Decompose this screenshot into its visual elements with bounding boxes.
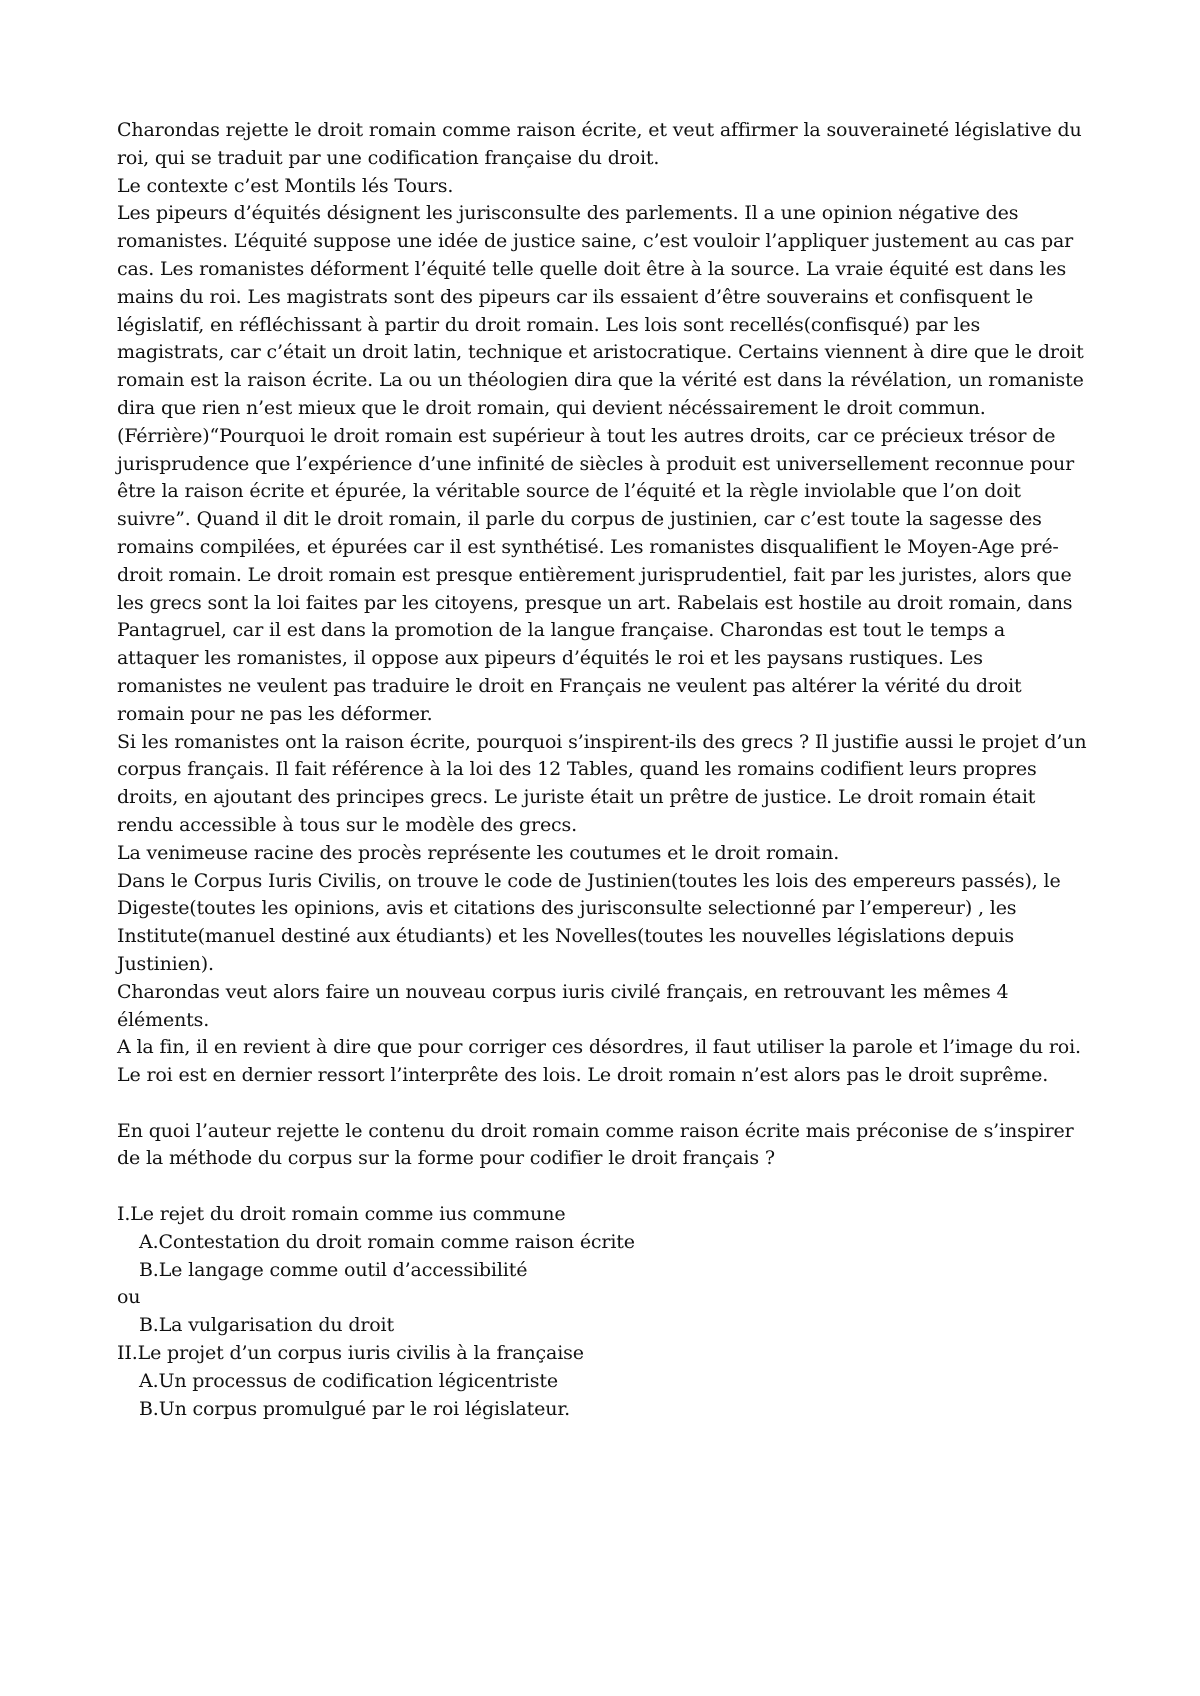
- plan-or-label: ou: [117, 1286, 141, 1309]
- blank-line: [117, 1090, 1092, 1118]
- paragraph-racine: La venimeuse racine des procès représente les coutumes et le droit romain.: [117, 841, 840, 864]
- paragraph-intro: Charondas rejette le droit romain comme raison écrite, et veut affirmer la souveraineté législative du roi, qui se traduit par une codification française du droit.: [117, 119, 1088, 169]
- plan-part-2: II.Le projet d’un corpus iuris civilis à la française: [117, 1342, 584, 1365]
- paragraph-conclusion: A la fin, il en revient à dire que pour corriger ces désordres, il faut utiliser la parole et l’image du roi. Le roi est en dernier ressort l’interprête des lois. Le droit romain n’est alors pas le droit suprême.: [117, 1036, 1087, 1087]
- paragraph-corpus: Dans le Corpus Iuris Civilis, on trouve le code de Justinien(toutes les lois des empereurs passés), le Digeste(toutes les opinions, avis et citations des jurisconsulte selectionné par l’empereur) , les Institute(manuel destiné aux étudiants) et les Novelles(toutes les nouvelles législations depuis Justinien).: [117, 869, 1067, 975]
- plan-part-1-a: A.Contestation du droit romain comme raison écrite: [139, 1230, 635, 1253]
- plan-part-2-a: A.Un processus de codification légicentriste: [139, 1369, 558, 1392]
- document-body: [117, 117, 1092, 1423]
- plan-part-1-b-alt: B.La vulgarisation du droit: [139, 1314, 394, 1337]
- paragraph-context: Le contexte c’est Montils lés Tours.: [117, 174, 454, 197]
- paragraph-grecs: Si les romanistes ont la raison écrite, pourquoi s’inspirent-ils des grecs ? Il justifie aussi le projet d’un corpus français. Il fait référence à la loi des 12 Tables, quand les romains codifient leurs propres droits, en ajoutant des principes grecs. Le juriste était un prêtre de justice. Le droit romain était rendu accessible à tous sur le modèle des grecs.: [117, 730, 1093, 836]
- blank-line: [117, 1173, 1092, 1201]
- problematique: En quoi l’auteur rejette le contenu du droit romain comme raison écrite mais préconise de s’inspirer de la méthode du corpus sur la forme pour codifier le droit français ?: [117, 1119, 1080, 1170]
- paragraph-nouveau-corpus: Charondas veut alors faire un nouveau corpus iuris civilé français, en retrouvant les mêmes 4 éléments.: [117, 980, 1015, 1031]
- plan-part-1: I.Le rejet du droit romain comme ius commune: [117, 1203, 566, 1226]
- paragraph-pipeurs: Les pipeurs d’équités désignent les jurisconsulte des parlements. Il a une opinion négative des romanistes. L’équité suppose une idée de justice saine, c’est vouloir l’appliquer justement au cas par cas. Les romanistes déforment l’équité telle quelle doit être à la source. La vraie équité est dans les mains du roi. Les magistrats sont des pipeurs car ils essaient d’être souverains et confisquent le législatif, en réfléchissant à partir du droit romain. Les lois sont recellés(confisqué) par les magistrats, car c’était un droit latin, technique et aristocratique. Certains viennent à dire que le droit romain est la raison écrite. La ou un théologien dira que la vérité est dans la révélation, un romaniste dira que rien n’est mieux que le droit romain, qui devient nécéssairement le droit commun. (Férrière)“Pourquoi le droit romain est supérieur à tout les autres droits, car ce précieux trésor de jurisprudence que l’expérience d’une infinité de siècles à produit est universellement reconnue pour être la raison écrite et épurée, la véritable source de l’équité et la règle inviolable que l’on doit suivre”. Quand il dit le droit romain, il parle du corpus de justinien, car c’est toute la sagesse des romains compilées, et épurées car il est synthétisé. Les romanistes disqualifient le Moyen-Age pré-droit romain. Le droit romain est presque entièrement jurisprudentiel, fait par les juristes, alors que les grecs sont la loi faites par les citoyens, presque un art. Rabelais est hostile au droit romain, dans Pantagruel, car il est dans la promotion de la langue française. Charondas est tout le temps a attaquer les romanistes, il oppose aux pipeurs d’équités le roi et les paysans rustiques. Les romanistes ne veulent pas traduire le droit en Français ne veulent pas altérer la vérité du droit romain pour ne pas les déformer.: [117, 202, 1090, 725]
- plan-part-1-b: B.Le langage comme outil d’accessibilité: [139, 1258, 528, 1281]
- plan-part-2-b: B.Un corpus promulgué par le roi législateur.: [139, 1397, 571, 1420]
- plan-outline: [117, 1201, 1092, 1423]
